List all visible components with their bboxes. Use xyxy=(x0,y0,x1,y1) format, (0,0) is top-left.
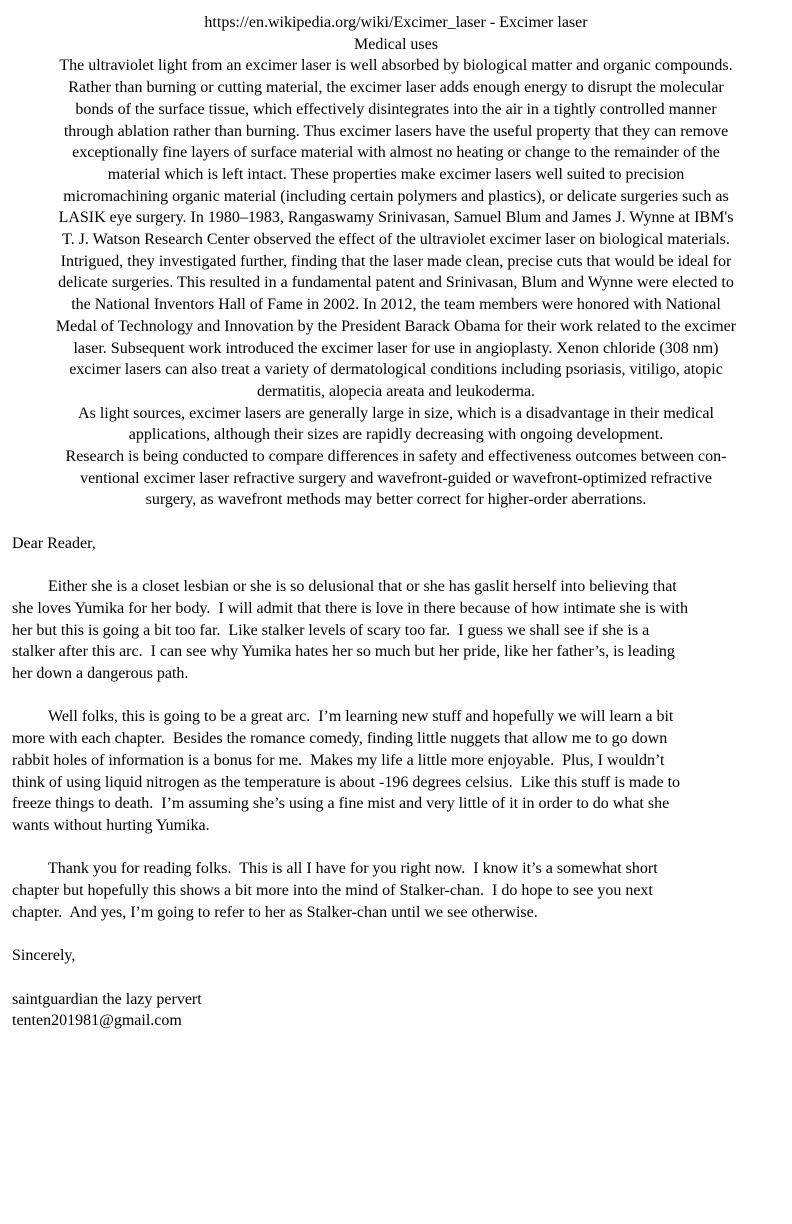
text-line: micromachining organic material (including certain polymers and plastics), or delicate surgeries such as xyxy=(63,187,729,205)
text-line: Medal of Technology and Innovation by the President Barack Obama for their work related to the excimer xyxy=(55,317,737,335)
text-line: bonds of the surface tissue, which effectively disintegrates into the air in a tightly controlled manner xyxy=(75,100,717,118)
text-line: tenten201981@gmail.com xyxy=(12,1012,182,1030)
text-line: she loves Yumika for her body. I will admit that there is love in there because of how intimate she is with xyxy=(12,599,688,617)
paragraph xyxy=(12,858,780,923)
text-line: material which is left intact. These properties make excimer lasers well suited to precision xyxy=(107,165,685,183)
paragraph xyxy=(12,55,780,402)
text-line: rabbit holes of information is a bonus for me. Makes my life a little more enjoyable. Plus, I wouldn’t xyxy=(12,751,665,769)
text-line: As light sources, excimer lasers are generally large in size, which is a disadvantage in their medical xyxy=(78,404,714,422)
text-line: Rather than burning or cutting material, the excimer laser adds enough energy to disrupt the molecular xyxy=(68,79,724,97)
text-line: more with each chapter. Besides the romance comedy, finding little nuggets that allow me to go down xyxy=(12,730,668,748)
text-line: the National Inventors Hall of Fame in 2002. In 2012, the team members were honored with National xyxy=(71,296,721,314)
text-line: Thank you for reading folks. This is all I have for you right now. I know it’s a somewhat short xyxy=(48,860,658,878)
text-line: laser. Subsequent work introduced the excimer laser for use in angioplasty. Xenon chloride (308 nm) xyxy=(73,339,719,357)
text-line: delicate surgeries. This resulted in a fundamental patent and Srinivasan, Blum and Wynne were elected to xyxy=(58,274,734,292)
text-line: LASIK eye surgery. In 1980–1983, Rangaswamy Srinivasan, Samuel Blum and James J. Wynne at IBM's xyxy=(58,209,734,227)
text-line: Well folks, this is going to be a great arc. I’m learning new stuff and hopefully we will learn a bit xyxy=(48,708,674,726)
text-line: saintguardian the lazy pervert xyxy=(12,990,202,1008)
text-line: through ablation rather than burning. Thus excimer lasers have the useful property that they can remove xyxy=(63,122,729,140)
text-line: her but this is going a bit too far. Like stalker levels of scary too far. I guess we shall see if she is a xyxy=(12,621,650,639)
text-line: chapter. And yes, I’m going to refer to her as Stalker-chan until we see otherwise. xyxy=(12,903,538,921)
letter-body xyxy=(12,576,780,923)
text-line: The ultraviolet light from an excimer laser is well absorbed by biological matter and organic compounds. xyxy=(59,57,733,75)
section-title: Medical uses xyxy=(354,35,438,53)
text-line: applications, although their sizes are rapidly decreasing with ongoing development. xyxy=(128,426,664,444)
text-line: Either she is a closet lesbian or she is so delusional that or she has gaslit herself into believing that xyxy=(48,578,677,596)
text-line: her down a dangerous path. xyxy=(12,665,189,683)
paragraph xyxy=(12,576,780,685)
text-line: chapter but hopefully this shows a bit more into the mind of Stalker-chan. I do hope to see you next xyxy=(12,882,653,900)
closing: Sincerely, xyxy=(12,947,76,965)
paragraph xyxy=(12,403,780,446)
text-line: wants without hurting Yumika. xyxy=(12,816,210,834)
text-line: surgery, as wavefront methods may better correct for higher-order aberrations. xyxy=(145,491,647,509)
text-line: T. J. Watson Research Center observed the effect of the ultraviolet excimer laser on biological materials. xyxy=(62,231,730,249)
text-line: Intrigued, they investigated further, finding that the laser made clean, precise cuts that would be ideal for xyxy=(60,252,732,270)
article-body xyxy=(12,55,780,511)
source-url-line: https://en.wikipedia.org/wiki/Excimer_laser - Excimer laser xyxy=(204,14,588,31)
text-line: exceptionally fine layers of surface material with almost no heating or change to the remainder of the xyxy=(72,144,720,162)
letter-section xyxy=(12,533,780,1032)
article-header xyxy=(12,12,780,55)
text-line: stalker after this arc. I can see why Yumika hates her so much but her pride, like her father’s, is leading xyxy=(12,643,675,661)
paragraph xyxy=(12,446,780,511)
text-line: Research is being conducted to compare differences in safety and effectiveness outcomes between con- xyxy=(65,448,727,466)
text-line: ventional excimer laser refractive surgery and wavefront-guided or wavefront-optimized refractive xyxy=(80,469,712,487)
text-line: excimer lasers can also treat a variety of dermatological conditions including psoriasis, vitiligo, atopic xyxy=(69,361,723,379)
paragraph xyxy=(12,706,780,836)
text-line: think of using liquid nitrogen as the temperature is about -196 degrees celsius. Like this stuff is made to xyxy=(12,773,681,791)
salutation: Dear Reader, xyxy=(12,534,96,552)
text-line: dermatitis, alopecia areata and leukoderma. xyxy=(256,382,536,400)
signature-block xyxy=(12,989,780,1032)
text-line: freeze things to death. I’m assuming she’s using a fine mist and very little of it in order to do what she xyxy=(12,795,670,813)
